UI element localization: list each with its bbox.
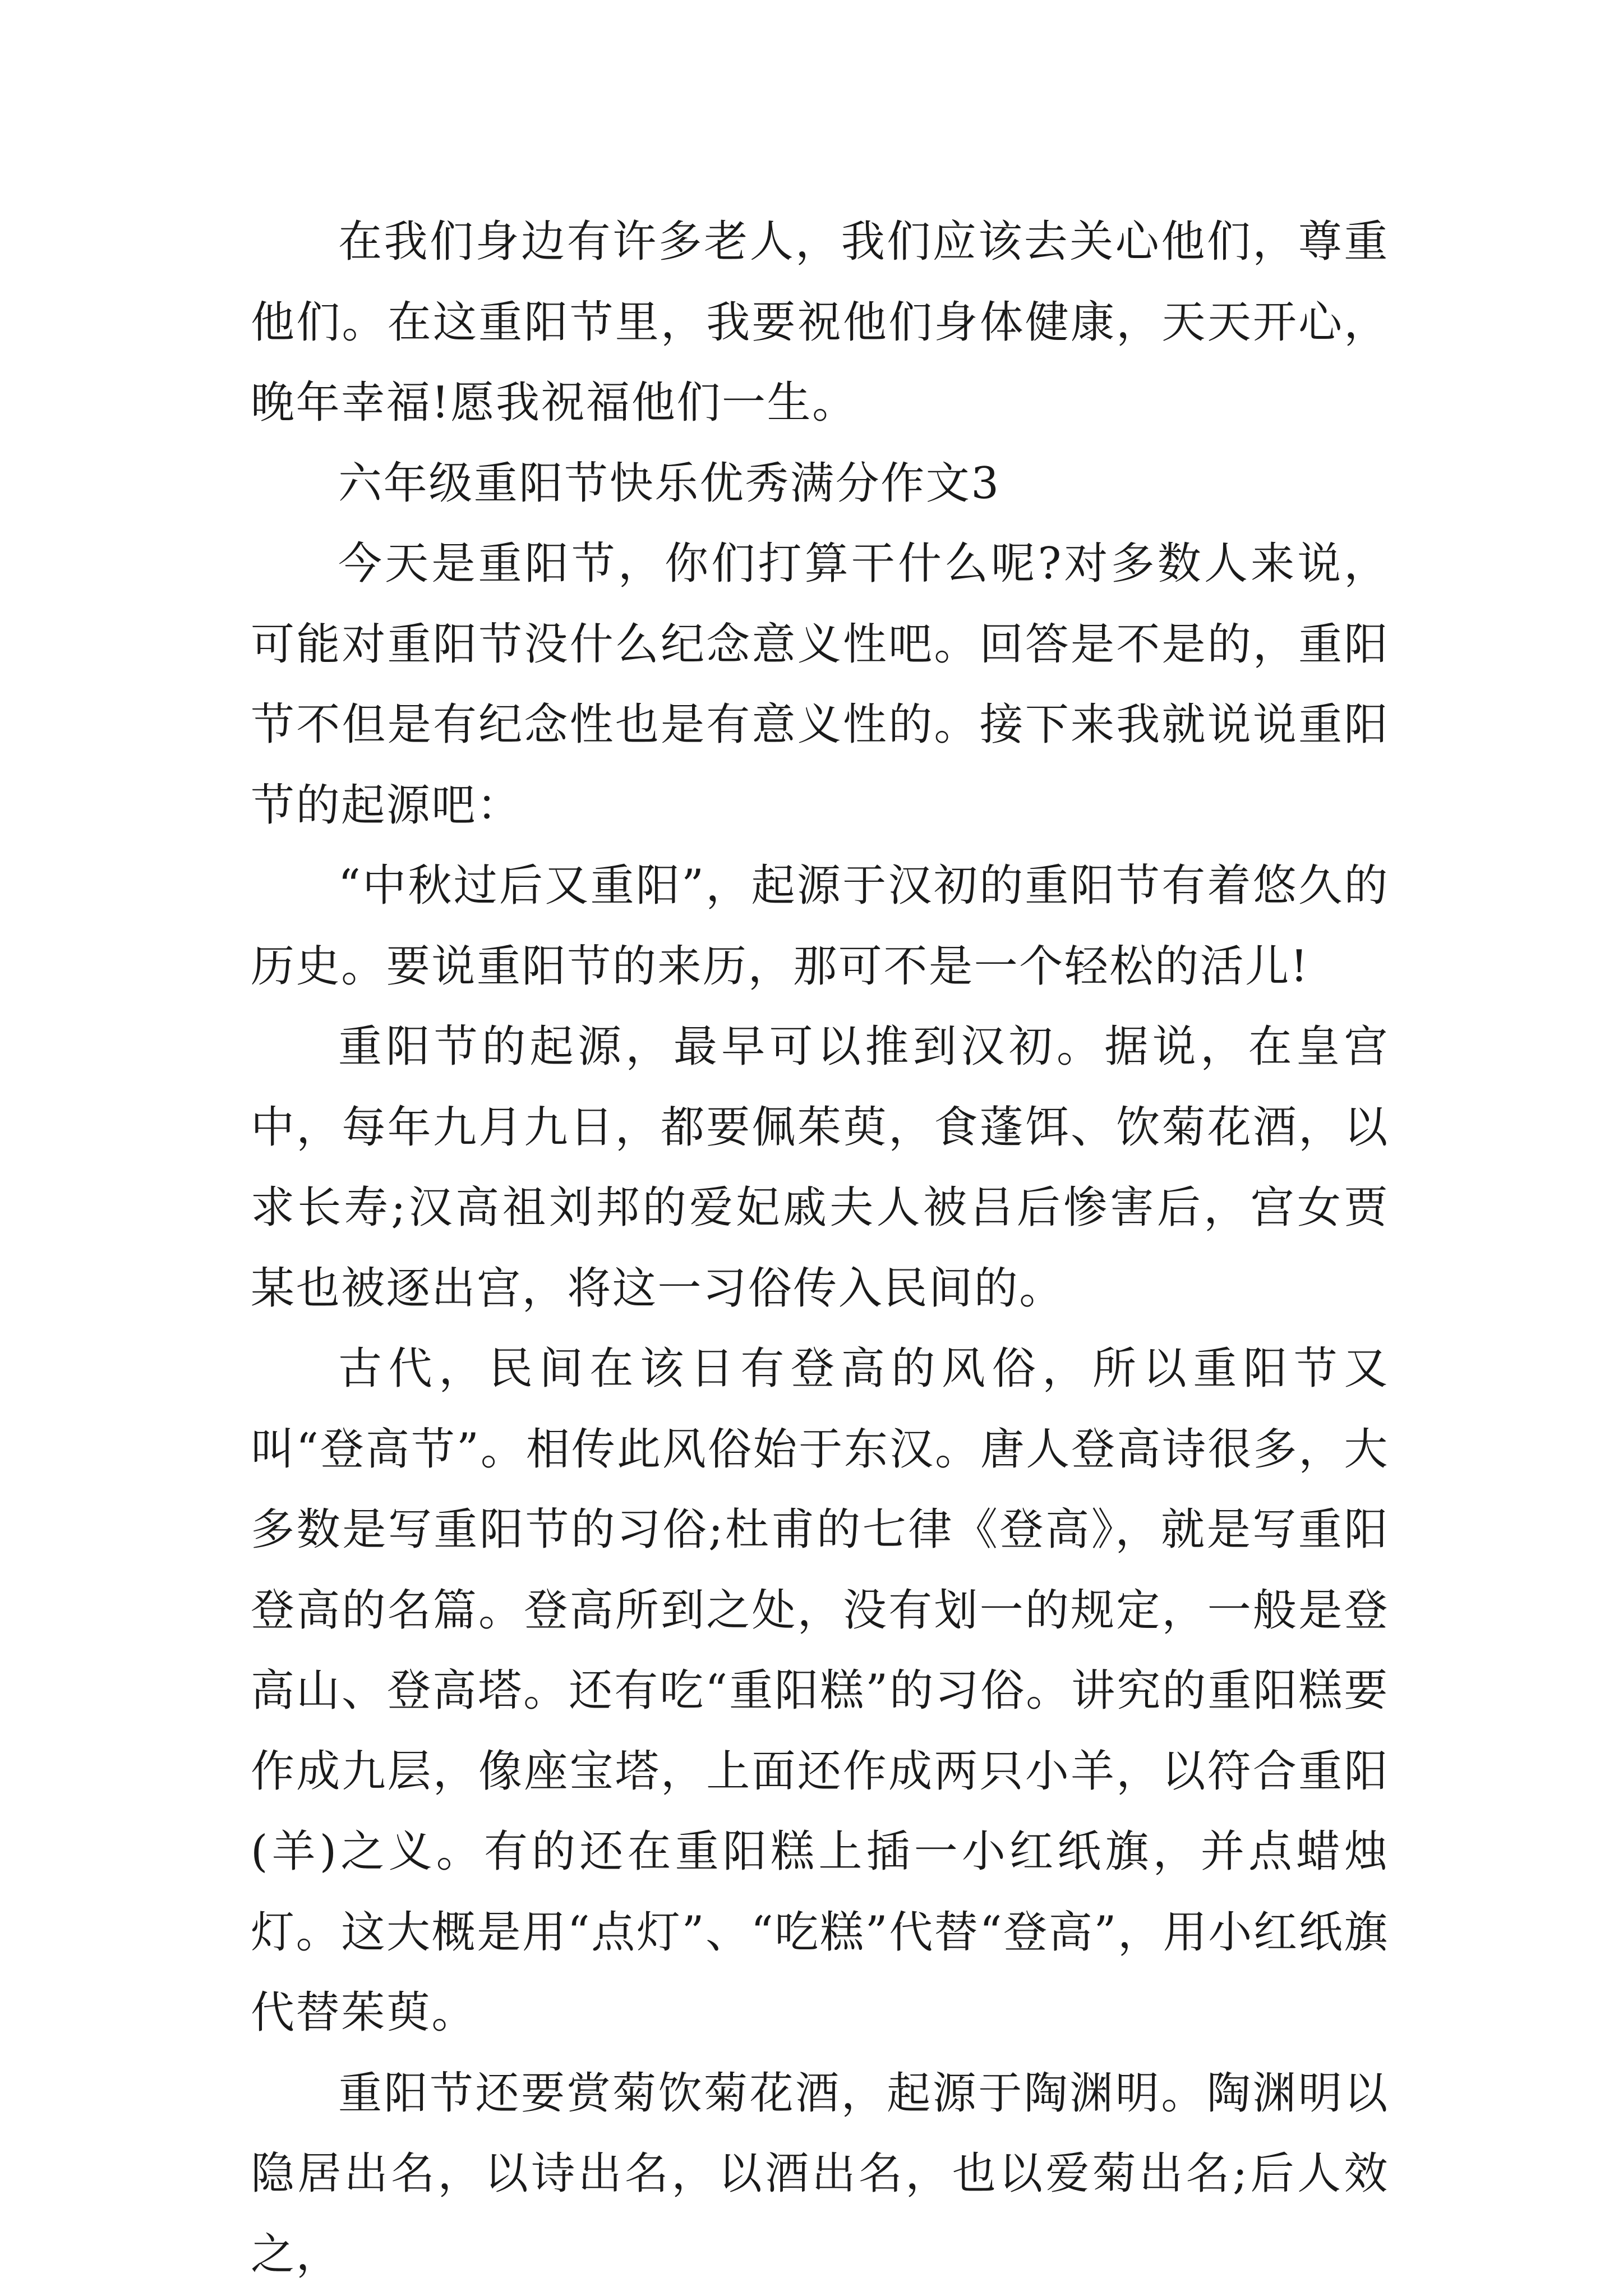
paragraph-4: 重阳节的起源，最早可以推到汉初。据说，在皇宫中，每年九月九日，都要佩茱萸，食蓬饵、饮菊花酒，以求长寿;汉高祖刘邦的爱妃戚夫人被吕后惨害后，宫女贾某也被逐出宫，将这一习俗传入民间的。 bbox=[251, 1022, 1389, 1314]
document-body bbox=[251, 202, 1389, 2295]
paragraph-1: 在我们身边有许多老人，我们应该去关心他们，尊重他们。在这重阳节里，我要祝他们身体健康，天天开心，晚年幸福!愿我祝福他们一生。 bbox=[251, 217, 1389, 428]
section-title: 六年级重阳节快乐优秀满分作文3 bbox=[338, 458, 1000, 509]
paragraph-2: 今天是重阳节，你们打算干什么呢?对多数人来说，可能对重阳节没什么纪念意义性吧。回答是不是的，重阳节不但是有纪念性也是有意义性的。接下来我就说说重阳节的起源吧： bbox=[251, 539, 1389, 831]
paragraph-3: “中秋过后又重阳”，起源于汉初的重阳节有着悠久的历史。要说重阳节的来历，那可不是一个轻松的活儿! bbox=[251, 861, 1389, 992]
paragraph-6: 重阳节还要赏菊饮菊花酒，起源于陶渊明。陶渊明以隐居出名，以诗出名，以酒出名，也以爱菊出名;后人效之， bbox=[251, 2068, 1389, 2280]
paragraph-5: 古代，民间在该日有登高的风俗，所以重阳节又叫“登高节”。相传此风俗始于东汉。唐人登高诗很多，大多数是写重阳节的习俗;杜甫的七律《登高》，就是写重阳登高的名篇。登高所到之处，没有划一的规定，一般是登高山、登高塔。还有吃“重阳糕”的习俗。讲究的重阳糕要作成九层，像座宝塔，上面还作成两只小羊，以符合重阳(羊)之义。有的还在重阳糕上插一小红纸旗，并点蜡烛灯。这大概是用“点灯”、“吃糕”代替“登高”，用小红纸旗代替茱萸。 bbox=[251, 1343, 1389, 2038]
